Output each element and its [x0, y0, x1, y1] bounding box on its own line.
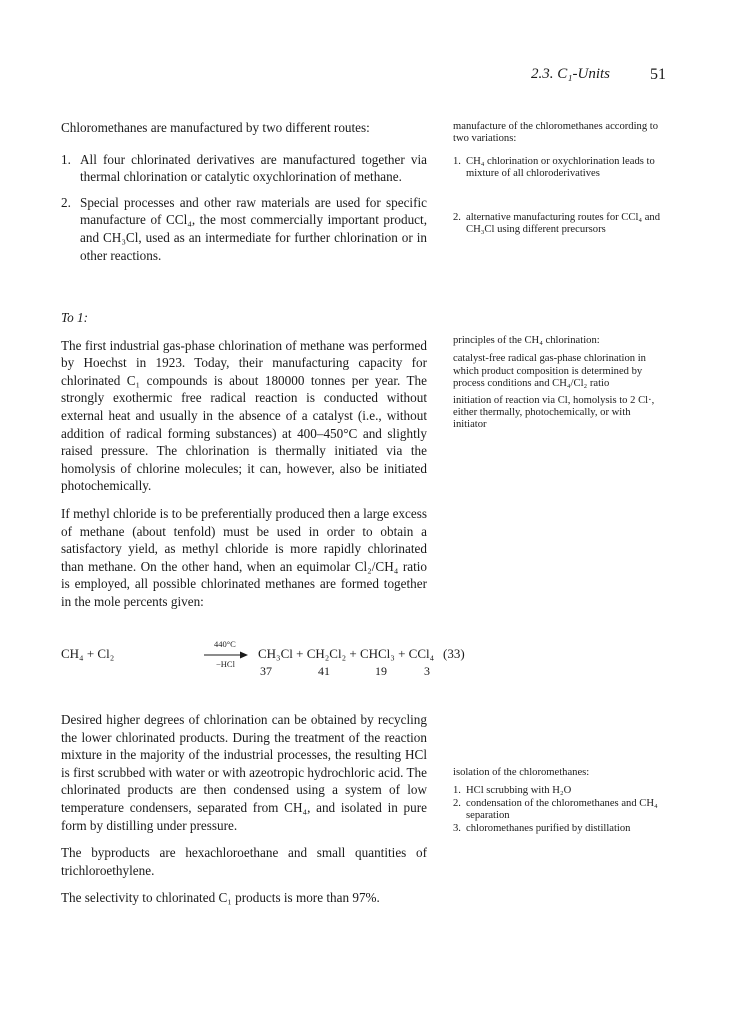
equation-products: CH₃Cl + CH₂Cl₂ + CHCl₃ + CCl₄ [258, 646, 435, 661]
intro-paragraph: Chloromethanes are manufactured by two different routes: [61, 120, 370, 135]
isolation-number-1: 1. [453, 785, 461, 797]
paragraph-methyl-chloride: If methyl chloride is to be preferentially produced then a large excess of methane (about tenfold) must be used in order to obtain a satisfactory yield, as methyl chloride is more rapidly chlorinated than methane. On the other hand, when an equimolar Cl₂/CH₄ ratio is employed, all possible chlorinated methanes are formed together in the mole percents given: [61, 505, 427, 609]
margin-note-isolation-list [453, 785, 665, 835]
equation-condition-temperature: 440°C [214, 639, 236, 649]
route-text-2: Special processes and other raw materials are used for specific manufacture of CCl₄, the most commercially important product, and CH₃Cl, used as an intermediate for further chlorination or in other reactions. [80, 194, 427, 263]
section-workup [61, 711, 427, 907]
margin-note-isolation-item-1 [453, 785, 665, 797]
paragraph-history: The first industrial gas-phase chlorination of methane was performed by Hoechst in 1923. Today, their manufacturing capacity for chlorinated C₁ compounds is about 180000 tonnes per year. The strongly exothermic free radical reaction is conducted without external heat and usually in the absence of a catalyst (i.e., without addition of radical forming substances) at 400–450°C and slightly raised pressure. The chlorination is thermally initiated via the homolysis of chlorine molecules; it can, however, also be initiated photochemically. [61, 337, 427, 494]
chemical-equation [61, 633, 471, 683]
margin-note-number-1: 1. [453, 155, 461, 167]
margin-note-text-2: alternative manufacturing routes for CCl₄ and CH₃Cl using different precursors [466, 212, 661, 236]
margin-note-manufacture [453, 121, 665, 181]
paragraph-workup: Desired higher degrees of chlorination can be obtained by recycling the lower chlorinated products. During the treatment of the reaction mixture in the majority of the industrial processes, the resulting HCl is first scrubbed with water or with azeotropic hydrochloric acid. The chlorinated products are then condensed using a system of low temperature condensers, separated from CH₄, and isolated in pure form by distilling under pressure. [61, 712, 427, 833]
route-number-1: 1. [61, 151, 71, 167]
margin-note-principles [453, 335, 665, 432]
margin-note-number-2: 2. [453, 212, 461, 223]
isolation-number-3: 3. [453, 822, 461, 834]
margin-note-alternative [453, 212, 665, 237]
isolation-number-2: 2. [453, 797, 461, 809]
equation-number: (33) [443, 646, 465, 661]
margin-note-list-2 [453, 212, 665, 237]
page-number: 51 [650, 66, 666, 83]
margin-note-list-1 [453, 156, 665, 181]
margin-note-intro: manufacture of the chloromethanes according to two variations: [453, 121, 659, 145]
section-title: 2.3. C₁-Units [531, 66, 610, 82]
margin-note-isolation-item-2 [453, 798, 665, 823]
margin-note-isolation-title: isolation of the chloromethanes: [453, 767, 590, 778]
route-text-1: All four chlorinated derivatives are manufactured together via thermal chlorination or catalytic oxychlorination of methane. [80, 151, 427, 185]
margin-note-item-1 [453, 156, 665, 181]
margin-note-isolation [453, 767, 665, 835]
margin-note-principles-p1: catalyst-free radical gas-phase chlorination in which product composition is determined by process conditions and CH₄/Cl₂ ratio [453, 353, 646, 390]
yield-chcl3: 19 [375, 664, 387, 678]
route-item-1 [61, 151, 427, 186]
yield-ch2cl2: 41 [318, 664, 330, 678]
routes-list [61, 151, 427, 265]
isolation-text-1: HCl scrubbing with H₂O [466, 785, 572, 797]
paragraph-selectivity: The selectivity to chlorinated C₁ products is more than 97%. [61, 890, 380, 906]
isolation-text-2: condensation of the chloromethanes and CH₄ separation [466, 797, 658, 822]
margin-note-isolation-item-3 [453, 823, 665, 835]
isolation-text-3: chloromethanes purified by distillation [466, 822, 631, 834]
margin-note-principles-title: principles of the CH₄ chlorination: [453, 335, 600, 346]
section-to-1 [61, 309, 427, 611]
equation-condition-byproduct: −HCl [216, 659, 235, 669]
running-header [470, 66, 670, 88]
intro-block [61, 119, 427, 272]
yield-ch3cl: 37 [260, 664, 272, 678]
equation-reactants: CH₄ + Cl₂ [61, 646, 115, 661]
margin-note-item-2 [453, 212, 665, 237]
paragraph-byproducts: The byproducts are hexachloroethane and small quantities of trichloroethylene. [61, 845, 427, 878]
route-number-2: 2. [61, 194, 71, 210]
yield-ccl4: 3 [424, 664, 430, 678]
section-heading: To 1: [61, 310, 88, 325]
margin-note-text-1: CH₄ chlorination or oxychlorination leads to mixture of all chloroderivatives [466, 155, 655, 180]
margin-note-principles-p2: initiation of reaction via Cl, homolysis to 2 Cl·, either thermally, photochemically, or with initiator [453, 394, 655, 431]
route-item-2 [61, 194, 427, 264]
